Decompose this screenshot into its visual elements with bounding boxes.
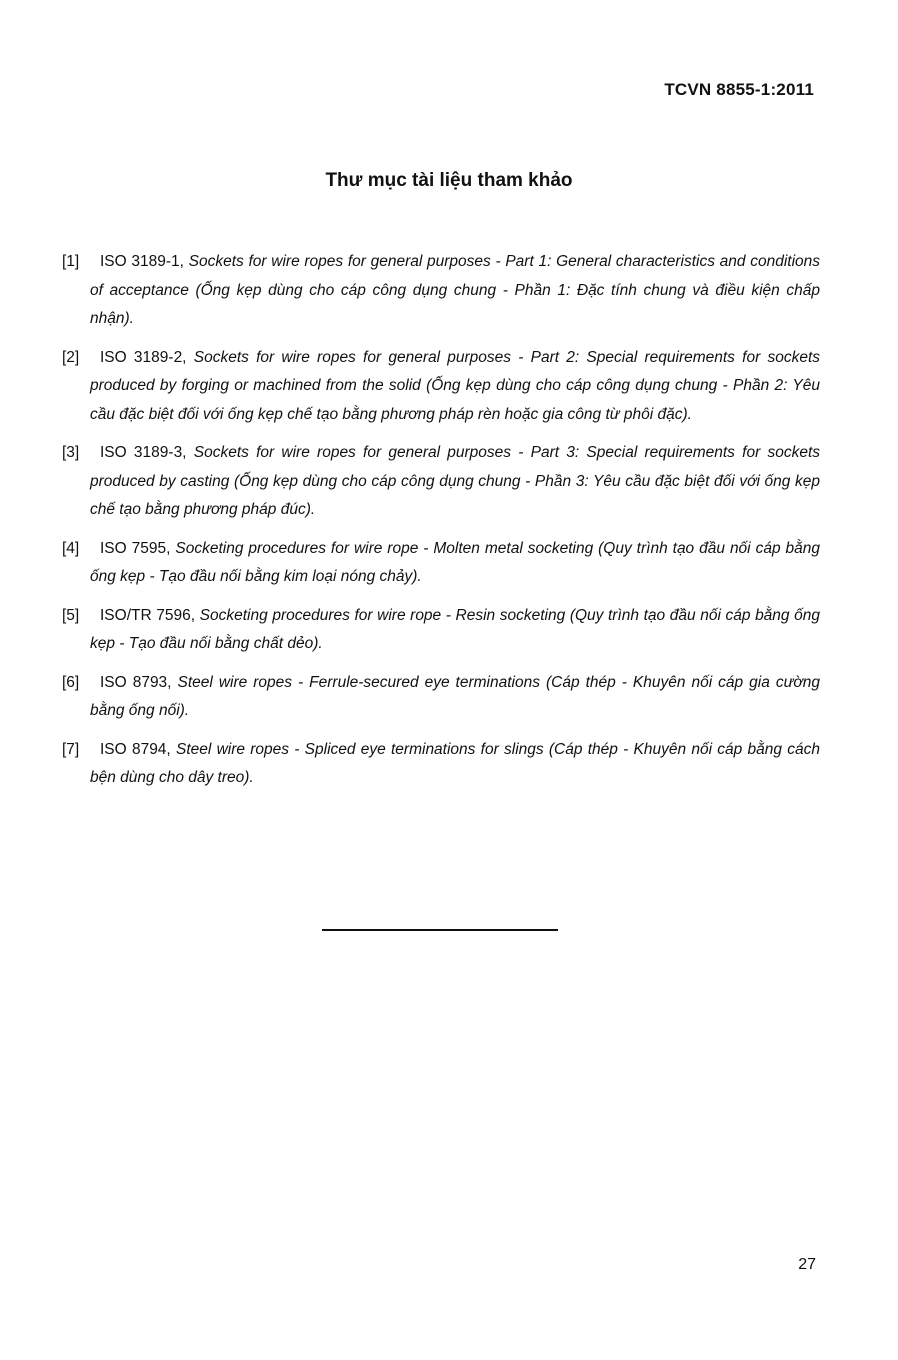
reference-body [90, 602, 820, 659]
reference-item [62, 736, 820, 793]
reference-id: ISO/TR 7596, [100, 606, 196, 624]
reference-body [90, 439, 820, 525]
reference-body [90, 736, 820, 793]
reference-number: [2] [62, 348, 80, 366]
reference-item [62, 248, 820, 334]
reference-item [62, 439, 820, 525]
reference-id: ISO 7595, [100, 539, 171, 557]
reference-body [90, 344, 820, 430]
reference-list [62, 248, 820, 803]
reference-id: ISO 8793, [100, 673, 172, 691]
reference-body [90, 535, 820, 592]
reference-body [90, 669, 820, 726]
reference-number: [7] [62, 740, 80, 758]
section-title: Thư mục tài liệu tham khảo [325, 170, 573, 191]
reference-id: ISO 8794, [100, 740, 171, 758]
reference-item [62, 535, 820, 592]
reference-item [62, 669, 820, 726]
reference-text: Sockets for wire ropes for general purposes - Part 1: General characteristics and conditions of acceptance (Ống kẹp dùng cho cáp công dụng chung - Phần 1: Đặc tính chung và điều kiện chấp nhận). [90, 253, 821, 327]
page-number: 27 [798, 1256, 816, 1273]
reference-number: [6] [62, 673, 80, 691]
end-divider [322, 929, 558, 931]
reference-id: ISO 3189-3, [100, 444, 187, 461]
reference-text: Steel wire ropes - Spliced eye terminations for slings (Cáp thép - Khuyên nối cáp bằng cách bện dùng cho dây treo). [90, 740, 821, 786]
reference-id: ISO 3189-1, [100, 253, 184, 270]
reference-number: [4] [62, 539, 80, 557]
standard-code: TCVN 8855-1:2011 [664, 80, 814, 99]
reference-item [62, 602, 820, 659]
reference-text: Socketing procedures for wire rope - Molten metal socketing (Quy trình tạo đầu nối cáp bằng ống kẹp - Tạo đầu nối bằng kim loại nóng chảy). [90, 539, 820, 585]
reference-number: [1] [62, 253, 80, 270]
reference-id: ISO 3189-2, [100, 348, 187, 366]
reference-text: Sockets for wire ropes for general purposes - Part 2: Special requirements for sockets produced by forging or machined from the solid (Ống kẹp dùng cho cáp công dụng chung - Phần 2: Yêu cầu đặc biệt đối với ống kẹp chế tạo bằng phương pháp rèn hoặc gia công từ phôi đặc). [90, 348, 821, 423]
reference-item [62, 344, 820, 430]
reference-number: [3] [62, 444, 80, 461]
reference-text: Sockets for wire ropes for general purposes - Part 3: Special requirements for sockets produced by casting (Ống kẹp dùng cho cáp công dụng chung - Phần 3: Yêu cầu đặc biệt đối với ống kẹp chế tạo bằng phương pháp đúc). [90, 444, 821, 518]
reference-number: [5] [62, 606, 80, 624]
reference-text: Socketing procedures for wire rope - Resin socketing (Quy trình tạo đầu nối cáp bằng ống kẹp - Tạo đầu nối bằng chất dẻo). [90, 606, 820, 652]
reference-body [90, 248, 820, 334]
reference-text: Steel wire ropes - Ferrule-secured eye terminations (Cáp thép - Khuyên nối cáp gia cường bằng ống nối). [90, 673, 821, 719]
